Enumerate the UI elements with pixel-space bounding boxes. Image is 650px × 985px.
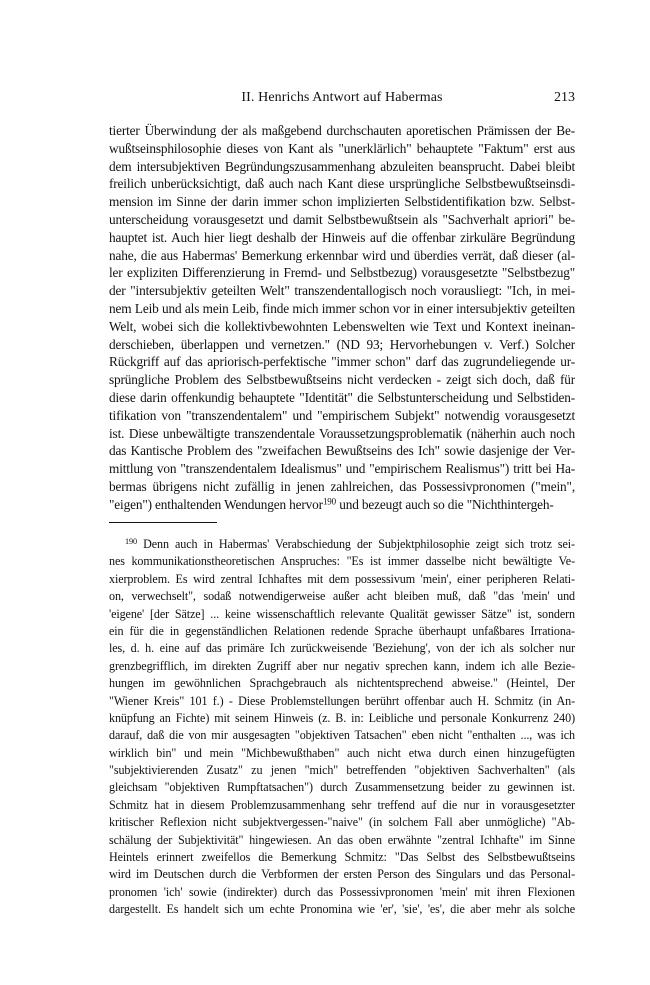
body-line: derschieben, überlappen und vernetzen." (ND 93; Hervorhebungen v. Verf.) Solcher (109, 336, 575, 352)
body-line: Welt, wobei sich die kollektivbewohnten Lebenswelten wie Text und Kontext ineinan- (109, 318, 575, 334)
body-line-part: "eigen") enthaltenden Wendungen hervor (109, 496, 323, 512)
body-line-with-footnote-ref (109, 496, 575, 514)
footnote-line: "Wiener Kreis" 101 f.) - Diese Problemstellungen berührt offenbar auch H. Schmitz (in An- (109, 693, 575, 708)
footnote-line: nes kommunikationstheoretischen Anspruches: "Es ist immer dasselbe nicht bewältigte Ve- (109, 554, 575, 569)
footnote-block (109, 536, 575, 919)
footnote-line: dargestellt. Es handelt sich um echte Pronomina wie 'er', 'sie', 'es', die aber mehr als solche (109, 902, 575, 917)
body-line: das Kantische Problem des "zweifachen Bewußtseins des Ich" sowie dasjenige der Ver- (109, 443, 575, 459)
footnote-line: gleichsam "objektiven Rumpftatsachen") durch Zusammensetzung beider zu gewinnen ist. (109, 780, 575, 795)
body-line: Rückgriff auf das apriorisch-perfektische "immer schon" darf das zugrundeliegende ur- (109, 354, 575, 370)
body-line: dem intersubjektiven Begründungszusammenhang abzuleiten beansprucht. Dabei bleibt (109, 158, 575, 174)
body-text (109, 122, 575, 514)
footnote-line: wirklich bin" und mein "Michbewußthaben" auch nicht etwa durch einen hinzugefügten (109, 745, 575, 760)
body-line: nem Leib und als mein Leib, finde mich immer schon vor in einer intersubjektiv geteilten (109, 300, 575, 316)
footnote-line: 'eigene' [der Sätze] ... keine wissenschaftlich relevante Qualität gewisser Sätze" ist, sondern (109, 606, 575, 621)
footnote-line: ein für die in gegenständlichen Relationen redende Sprache überhaupt unfaßbares Irrationa- (109, 623, 575, 638)
body-line: unterscheidung vorausgesetzt und damit Selbstbewußtsein als "Sachverhalt apriori" be- (109, 211, 575, 227)
footnote-separator (109, 522, 217, 523)
body-line: freilich unberücksichtigt, daß auch nach Kant diese ursprüngliche Selbstbewußtseinsdi- (109, 176, 575, 192)
body-line: wußtseinsphilosophie dieses von Kant als "unerklärlich" behauptete "Faktum" erst aus (109, 140, 575, 156)
footnote-reference[interactable]: 190 (322, 496, 337, 507)
footnote-line: Schmitz hat in diesem Problemzusammenhang sehr treffend auf die nur in vorausgesetzter (109, 797, 575, 812)
page-number: 213 (554, 90, 575, 105)
body-line: bermas übrigens nicht zufällig in jenen zahlreichen, das Possessivpronomen ("mein", (109, 478, 575, 494)
footnote-line: hungen im gewöhnlichen Sprachgebrauch als nichtentsprechend abweise." (Heintel, Der (109, 676, 575, 691)
body-line: sprüngliche Problem des Selbstbewußtseins nicht verdecken - zeigt sich doch, daß für (109, 372, 575, 388)
footnote-line: "subjektivierenden Zusatz" zu jenen "mich" betreffenden "objektiven Sachverhalten" (als (109, 763, 575, 778)
footnote-line: pronomen 'ich' sowie (indirekter) durch das Possessivpronomen 'mein' mit ihren Flexionen (109, 884, 575, 899)
body-line-part: und bezeugt auch so die "Nichthintergeh- (339, 496, 554, 512)
body-line: der "intersubjektiv geteilten Welt" transzendentallogisch noch vorausliegt: "Ich, in mei- (109, 283, 575, 299)
body-line: ist. Diese unbewältigte transzendentale Voraussetzungsproblematik (näherhin auch noch (109, 425, 575, 441)
body-line: tierter Überwindung der als maßgebend durchschauten aporetischen Prämissen der Be- (109, 123, 575, 138)
footnote-line: darauf, daß die von mir ausgesagten "objektiven Tatsachen" eben nicht "enthalten ..., was ich (109, 728, 575, 743)
body-line: diese darin offenkundig behauptete "Identität" die Selbstunterscheidung und Selbstiden- (109, 389, 575, 405)
footnote-line: on, verwechselt", sodaß notwendigerweise außer acht bleiben muß, daß "das 'mein' und (109, 589, 575, 604)
footnote-line: xierproblem. Es wird zentral Ichhaftes mit dem possessivum 'mein', einer peripheren Relati- (109, 571, 575, 586)
running-title: II. Henrichs Antwort auf Habermas (241, 90, 443, 105)
footnote-line: wird im Deutschen durch die Verbformen der ersten Person des Singulars und das Personal- (109, 867, 575, 882)
body-line: mension im Sinne der darin immer schon implizierten Selbstidentifikation bzw. Selbst- (109, 194, 575, 210)
footnote-line-text: Denn auch in Habermas' Verabschiedung der Subjektphilosophie zeigt sich trotz sei- (143, 537, 575, 551)
page-header (109, 90, 575, 110)
footnote-line-first (109, 536, 575, 553)
body-line: nahe, die aus Habermas' Bemerkung erkennbar wird und überdies verrät, daß dieser (al- (109, 247, 575, 263)
body-line: mittlung von "transzendentalem Idealismus" und "empirischem Realismus") tritt bei Ha- (109, 461, 575, 477)
footnote-line: les, d. h. eine auf das primäre Ich zurückweisende 'Beziehung', von der ich als solcher nur (109, 641, 575, 656)
body-line: ler expliziten Differenzierung in Fremd- und Selbstbezug) vorausgesetzte "Selbstbezug" (109, 265, 575, 281)
footnote-line: knüpfung an Fichte) mit seinem Hinweis (z. B. in: Leibliche und personale Konkurrenz 240) (109, 710, 575, 725)
footnote-line: grenzbegrifflich, im direkten Zugriff aber nur negativ sprechen kann, indem ich alle Bezie- (109, 658, 575, 673)
footnote-line: schälung der Subjektivität" hingewiesen. An das oben erwähnte "zentral Ichhafte" im Sinne (109, 832, 575, 847)
footnote-line: Heintels erinnert zweifellos die Bemerkung Schmitz: "Das Selbst des Selbstbewußtseins (109, 850, 575, 865)
footnote-number: 190 (125, 536, 138, 546)
body-line: hauptet ist. Auch hier liegt deshalb der Hinweis auf die offenbar zirkuläre Begründung (109, 229, 575, 245)
body-line: tifikation von "transzendentalem" und "empirischem Subjekt" notwendig vorausgesetzt (109, 407, 575, 423)
footnote-line: kritischer Reflexion nicht subjektvergessen-"naive" (in solchem Fall aber unmögliche) "Ab- (109, 815, 575, 830)
